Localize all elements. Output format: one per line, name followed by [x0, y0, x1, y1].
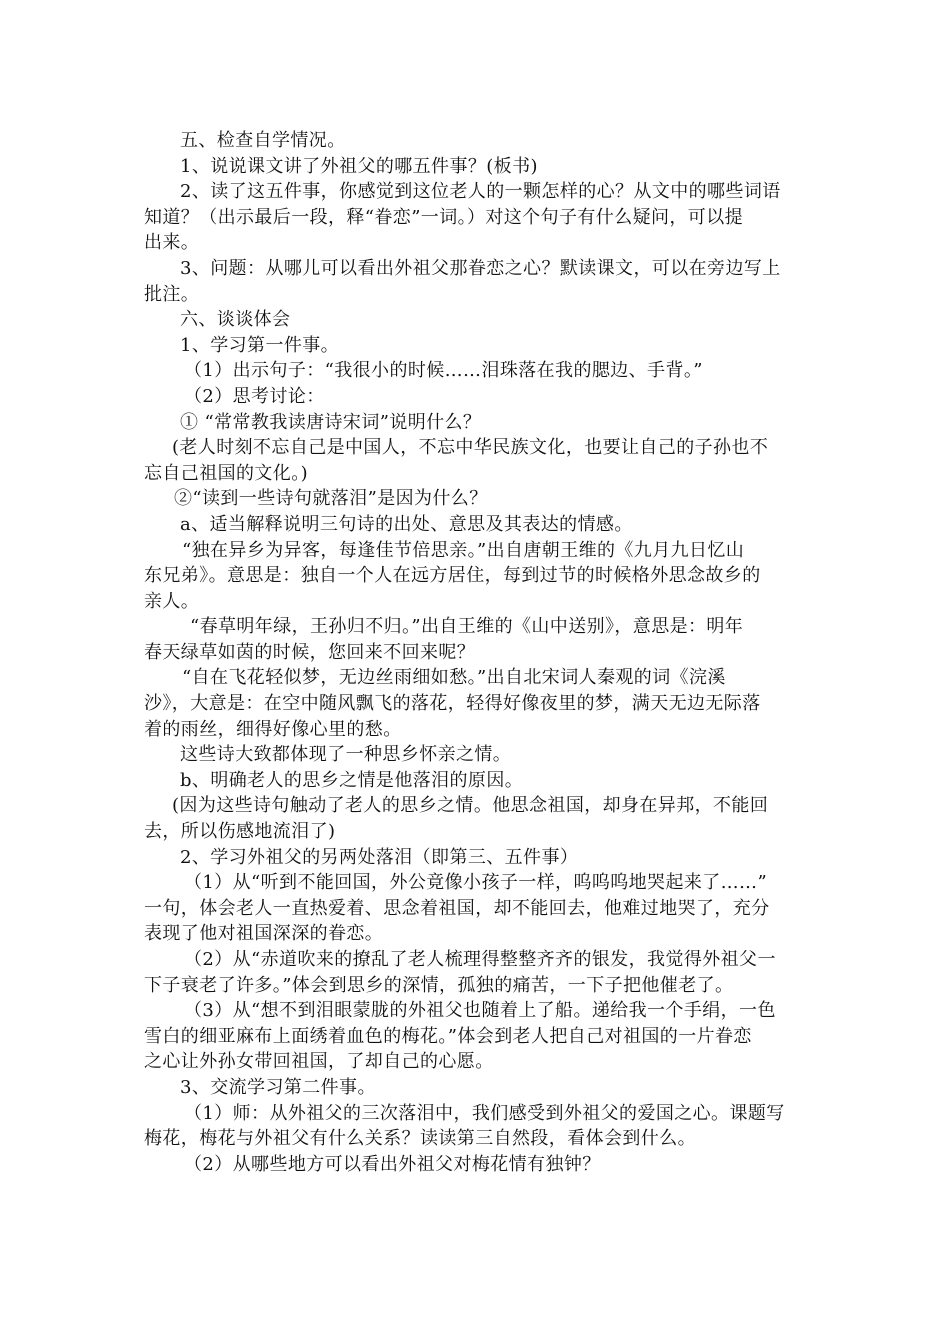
text-line: 表现了他对祖国深深的眷恋。	[144, 923, 384, 945]
text-line: “自在飞花轻似梦，无边丝雨细如愁。”出自北宋词人秦观的词《浣溪	[182, 667, 726, 689]
text-line: （2）从“赤道吹来的撩乱了老人梳理得整整齐齐的银发，我觉得外祖父一	[184, 949, 776, 970]
text-line: （3）从“想不到泪眼蒙胧的外祖父也随着上了船。递给我一个手绢，一色	[184, 1000, 776, 1022]
text-line: “春草明年绿，王孙归不归。”出自王维的《山中送别》，意思是：明年	[190, 616, 744, 638]
text-line: （1）出示句子：“我很小的时候……泪珠落在我的腮边、手背。”	[184, 360, 703, 382]
text-line: 亲人。	[144, 590, 200, 612]
text-line: 一句，体会老人一直热爱着、思念着祖国，却不能回去，他难过地哭了，充分	[144, 897, 770, 919]
text-line: （2）思考讨论：	[184, 385, 325, 407]
text-line: 2、学习外祖父的另两处落泪（即第三、五件事）	[180, 846, 579, 868]
text-line: 着的雨丝，细得好像心里的愁。	[144, 718, 402, 740]
document-body	[144, 128, 808, 1177]
text-line: ① “常常教我读唐诗宋词”说明什么？	[180, 411, 482, 433]
heading-section-6: 六、谈谈体会	[180, 309, 291, 331]
text-line: 沙》，大意是：在空中随风飘飞的落花，轻得好像夜里的梦，满天无边无际落	[144, 693, 761, 715]
text-line: 2、读了这五件事，你感觉到这位老人的一颗怎样的心？从文中的哪些词语	[180, 181, 781, 203]
text-line: b、明确老人的思乡之情是他落泪的原因。	[180, 769, 524, 791]
text-line: 春天绿草如茵的时候，您回来不回来呢？	[144, 641, 476, 663]
heading-section-5: 五、检查自学情况。	[180, 130, 346, 151]
text-line: (老人时刻不忘自己是中国人，不忘中华民族文化，也要让自己的子孙也不	[172, 437, 769, 459]
text-line: 批注。	[144, 283, 200, 305]
text-line: 3、交流学习第二件事。	[180, 1076, 376, 1098]
text-line: 去，所以伤感地流泪了)	[144, 821, 336, 843]
text-line: 出来。	[144, 232, 200, 254]
text-line: 1、说说课文讲了外祖父的哪五件事？(板书)	[180, 155, 538, 177]
text-line: “独在异乡为异客，每逢佳节倍思亲。”出自唐朝王维的《九月九日忆山	[182, 539, 745, 561]
text-line: 雪白的细亚麻布上面绣着血色的梅花。”体会到老人把自己对祖国的一片眷恋	[144, 1025, 752, 1047]
text-line: 1、学习第一件事。	[180, 334, 340, 356]
text-line: 东兄弟》。意思是：独自一个人在远方居住，每到过节的时候格外思念故乡的	[144, 565, 761, 587]
text-line: (因为这些诗句触动了老人的思乡之情。他思念祖国，却身在异邦，不能回	[172, 795, 769, 817]
text-line: 下子衰老了许多。”体会到思乡的深情，孤独的痛苦，一下子把他催老了。	[144, 974, 734, 996]
text-line: ②“读到一些诗句就落泪”是因为什么？	[174, 488, 488, 510]
text-line: 忘自己祖国的文化。)	[144, 462, 309, 484]
text-line: 之心让外孙女带回祖国，了却自己的心愿。	[144, 1051, 494, 1073]
text-line: 梅花，梅花与外祖父有什么关系？读读第三自然段，看体会到什么。	[144, 1128, 696, 1150]
text-line: a、适当解释说明三句诗的出处、意思及其表达的情感。	[180, 513, 633, 535]
text-line: （1）从“听到不能回国，外公竟像小孩子一样，呜呜呜地哭起来了……”	[184, 872, 768, 894]
text-line: 知道？（出示最后一段，释“眷恋”一词。）对这个句子有什么疑问，可以提	[144, 206, 744, 228]
text-line: 3、问题：从哪儿可以看出外祖父那眷恋之心？默读课文，可以在旁边写上	[180, 257, 781, 279]
text-line: 这些诗大致都体现了一种思乡怀亲之情。	[180, 744, 512, 766]
text-line: （1）师：从外祖父的三次落泪中，我们感受到外祖父的爱国之心。课题写	[184, 1102, 785, 1124]
text-line: （2）从哪些地方可以看出外祖父对梅花情有独钟？	[184, 1153, 601, 1175]
